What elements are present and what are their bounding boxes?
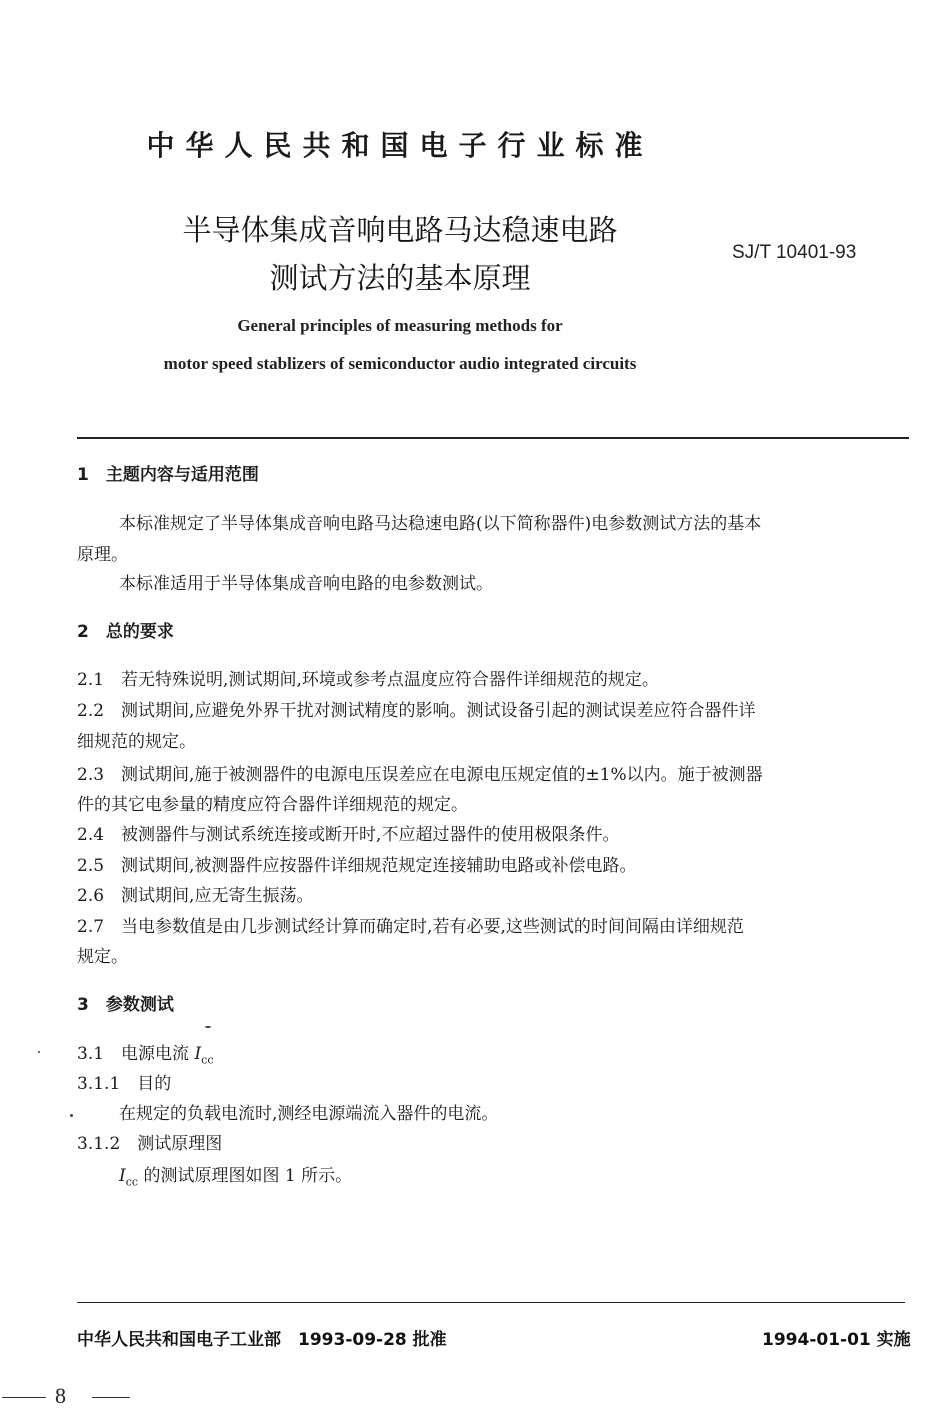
clause-3-1-1-text: 在规定的负载电流时,测经电源端流入器件的电流。 <box>119 1104 499 1124</box>
document-title-line-2: 测试方法的基本原理 <box>269 261 531 295</box>
clause-2-3-line-1: 2.3 测试期间,施于被测器件的电源电压误差应在电源电压规定值的±1%以内。施于被测器 <box>77 765 763 785</box>
clause-2-3-line-2: 件的其它电参量的精度应符合器件详细规范的规定。 <box>77 795 468 815</box>
page-number-dash-right <box>92 1397 130 1398</box>
clause-3-1-2-text <box>119 1161 352 1188</box>
header-divider <box>77 437 909 439</box>
english-title-line-1: General principles of measuring methods for <box>237 316 563 335</box>
supply-current-symbol-2: I <box>119 1166 126 1186</box>
section-1-heading: 1 主题内容与适用范围 <box>77 465 259 485</box>
effective-date: 1994-01-01 实施 <box>762 1330 911 1350</box>
supply-current-subscript: cc <box>201 1053 214 1067</box>
supply-current-subscript-2: cc <box>125 1175 139 1189</box>
clause-2-2-line-2: 细规范的规定。 <box>77 732 196 752</box>
scan-speck <box>205 1026 211 1028</box>
document-title-line-1: 半导体集成音响电路马达稳速电路 <box>182 213 618 247</box>
clause-2-6: 2.6 测试期间,应无寄生振荡。 <box>77 886 314 906</box>
clause-2-4: 2.4 被测器件与测试系统连接或断开时,不应超过器件的使用极限条件。 <box>77 825 620 845</box>
english-title-line-2: motor speed stablizers of semiconductor audio integrated circuits <box>163 354 637 373</box>
page-number-dash-left <box>2 1397 46 1398</box>
section-3-heading: 3 参数测试 <box>77 995 174 1015</box>
clause-2-5: 2.5 测试期间,被测器件应按器件详细规范规定连接辅助电路或补偿电路。 <box>77 856 637 876</box>
clause-3-1 <box>77 1039 214 1066</box>
footer-divider <box>77 1302 905 1303</box>
supply-current-symbol: I <box>194 1044 202 1064</box>
clause-2-1: 2.1 若无特殊说明,测试期间,环境或参考点温度应符合器件详细规范的规定。 <box>77 670 659 690</box>
figure-reference-text: 的测试原理图如图 1 所示。 <box>138 1166 353 1186</box>
clause-3-1-label: 3.1 电源电流 <box>77 1044 195 1064</box>
scan-speck <box>38 1051 40 1053</box>
section-1-paragraph-1-line-2: 原理。 <box>77 545 128 565</box>
page-number: 8 <box>55 1383 66 1408</box>
clause-2-2-line-1: 2.2 测试期间,应避免外界干扰对测试精度的影响。测试设备引起的测试误差应符合器件详 <box>77 701 756 721</box>
clause-3-1-1-heading: 3.1.1 目的 <box>77 1074 172 1094</box>
issuer-approval-date: 中华人民共和国电子工业部 1993-09-28 批准 <box>77 1330 447 1350</box>
section-1-paragraph-1-line-1: 本标准规定了半导体集成音响电路马达稳速电路(以下简称器件)电参数测试方法的基本 <box>119 514 762 534</box>
issuing-body-header: 中华人民共和国电子行业标准 <box>146 129 654 162</box>
standard-number: SJ/T 10401-93 <box>732 242 857 263</box>
clause-2-7-line-1: 2.7 当电参数值是由几步测试经计算而确定时,若有必要,这些测试的时间间隔由详细规范 <box>77 917 744 937</box>
section-2-heading: 2 总的要求 <box>77 622 174 642</box>
clause-2-7-line-2: 规定。 <box>77 947 128 967</box>
section-1-paragraph-2: 本标准适用于半导体集成音响电路的电参数测试。 <box>119 574 493 594</box>
clause-3-1-2-heading: 3.1.2 测试原理图 <box>77 1134 223 1154</box>
scan-speck <box>70 1114 73 1117</box>
